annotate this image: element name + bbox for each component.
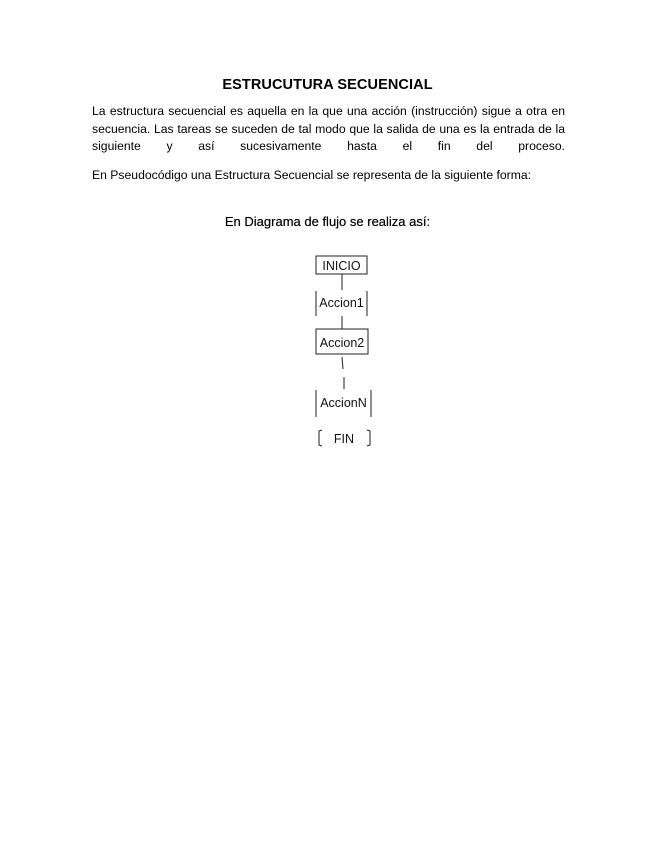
intro-paragraph: La estructura secuencial es aquella en la que una acción (instrucción) sigue a otra en secuencia. Las tareas se suceden de tal modo que la salida de una es la entrada de la siguiente y así sucesivamente hasta el fin del proceso. [92,104,565,153]
end-label: FIN [333,432,355,446]
page-title: ESTRUCUTURA SECUENCIAL [222,77,433,93]
step2-label: Accion2 [319,336,365,350]
end-left-bracket [319,430,322,446]
start-label: INICIO [322,259,361,273]
connector-step2-dots-1 [342,357,343,369]
start-box [316,256,367,274]
end-right-bracket [367,430,370,446]
stepN-label: AccionN [320,396,367,410]
step2-box [316,329,368,354]
step1-label: Accion1 [319,296,364,310]
flowchart-caption: En Diagrama de flujo se realiza así: [224,214,431,229]
pseudocode-paragraph: En Pseudocódigo una Estructura Secuencial se representa de la siguiente forma: [92,168,532,182]
